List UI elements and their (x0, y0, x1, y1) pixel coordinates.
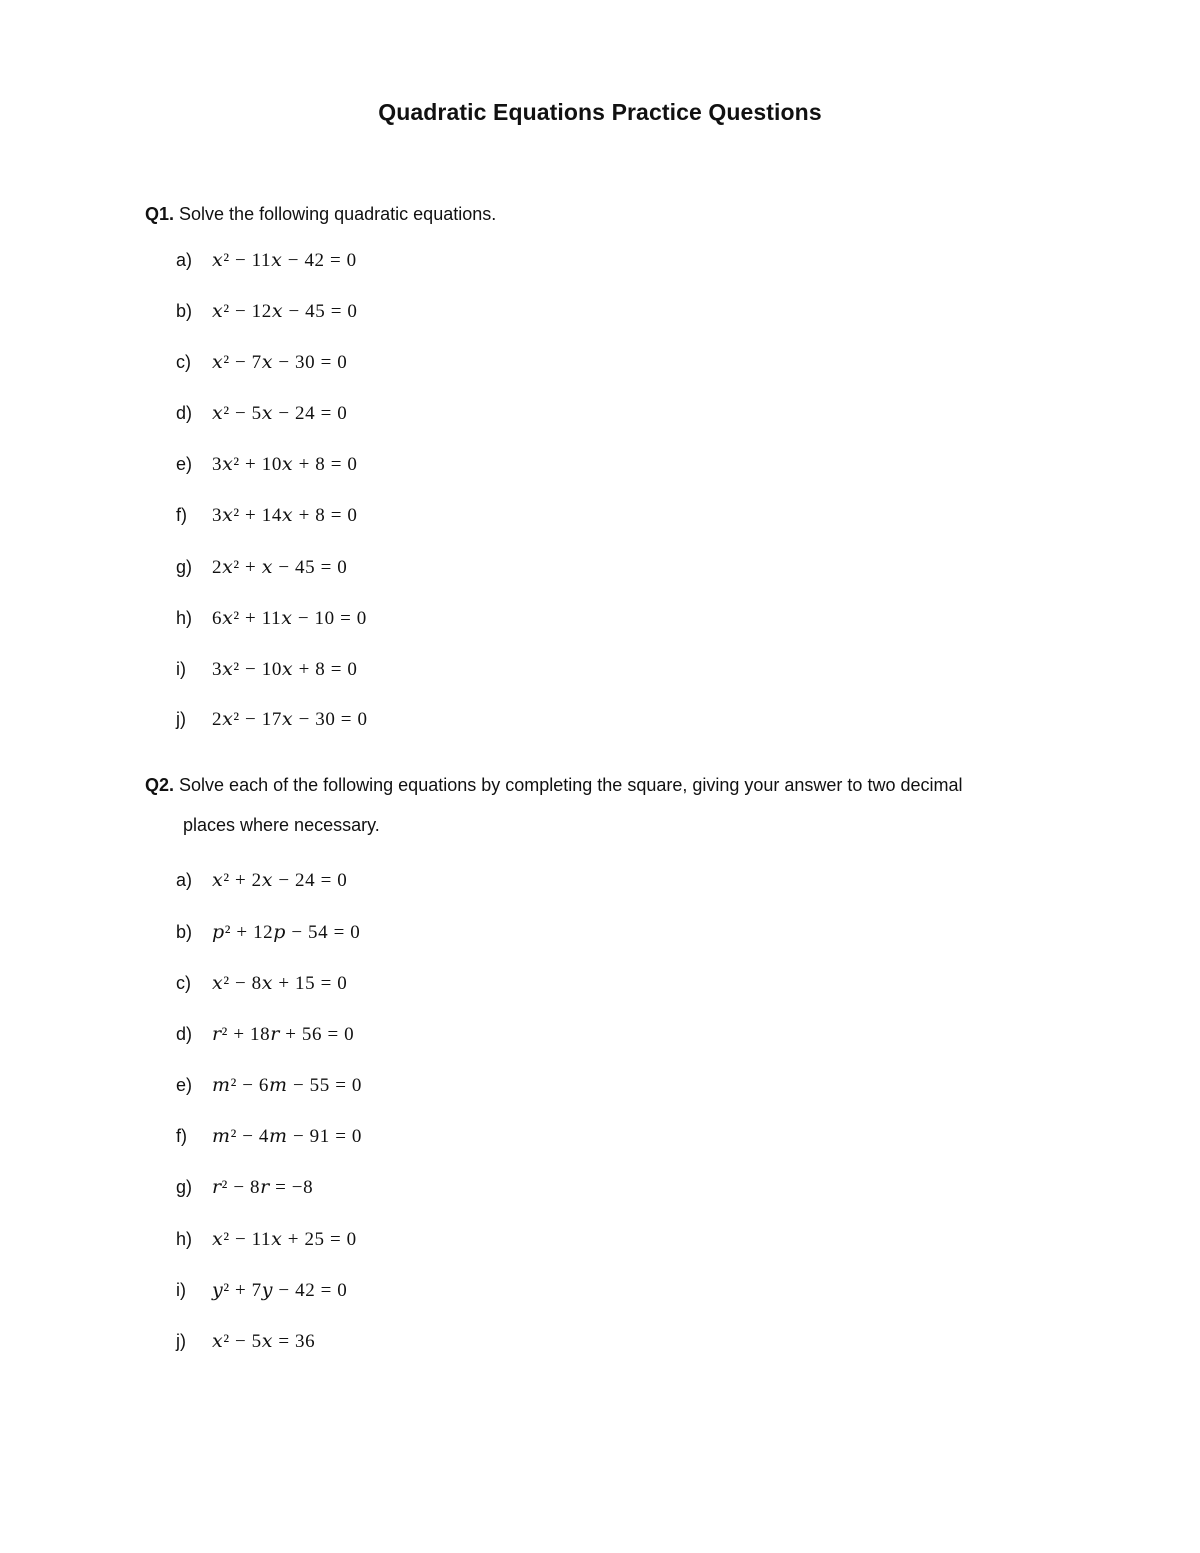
equation: 𝑥² − 11𝑥 − 42 = 0 (212, 250, 357, 271)
question-2-prompt: Solve each of the following equations by completing the square, giving your answer to two decimal (179, 775, 963, 795)
list-item (176, 504, 357, 528)
page-title: Quadratic Equations Practice Questions (378, 99, 822, 125)
equation: 2𝑥² + 𝑥 − 45 = 0 (212, 557, 348, 578)
list-item (176, 972, 347, 996)
list-item (176, 607, 367, 631)
equation: 𝑚² − 6𝑚 − 55 = 0 (212, 1075, 362, 1096)
question-2-number: Q2. (145, 775, 175, 795)
item-label: g) (176, 1177, 193, 1197)
question-1-prompt: Solve the following quadratic equations. (179, 204, 497, 224)
equation: 𝑥² − 8𝑥 + 15 = 0 (212, 973, 348, 994)
list-item (176, 453, 357, 477)
item-label: j) (176, 709, 186, 729)
item-label: b) (176, 922, 193, 942)
question-2-heading (145, 776, 962, 794)
equation: 𝑥² − 12𝑥 − 45 = 0 (212, 301, 358, 322)
item-label: h) (176, 1229, 193, 1249)
list-item (176, 402, 347, 426)
item-label: h) (176, 608, 193, 628)
item-label: c) (176, 352, 191, 372)
list-item (176, 1125, 362, 1149)
list-item (176, 1228, 357, 1252)
equation: 𝑦² + 7𝑦 − 42 = 0 (212, 1280, 348, 1301)
list-item (176, 1074, 362, 1098)
question-1-number: Q1. (145, 204, 175, 224)
item-label: d) (176, 1024, 193, 1044)
item-label: g) (176, 557, 193, 577)
list-item (176, 658, 357, 682)
equation: 3𝑥² + 10𝑥 + 8 = 0 (212, 454, 358, 475)
list-item (176, 1176, 313, 1200)
equation: 𝑥² − 11𝑥 + 25 = 0 (212, 1229, 357, 1250)
list-item (176, 869, 347, 893)
equation: 𝑥² − 7𝑥 − 30 = 0 (212, 352, 348, 373)
question-1-heading (145, 205, 496, 223)
list-item (176, 708, 368, 732)
list-item (176, 1330, 315, 1354)
item-label: a) (176, 870, 193, 890)
item-label: i) (176, 1280, 186, 1300)
equation: 6𝑥² + 11𝑥 − 10 = 0 (212, 608, 367, 629)
list-item (176, 300, 357, 324)
list-item (176, 351, 347, 375)
item-label: f) (176, 505, 187, 525)
list-item (176, 1279, 347, 1303)
question-2-prompt-continued: places where necessary. (183, 815, 380, 835)
list-item (176, 556, 347, 580)
list-item (176, 1023, 354, 1047)
equation: 3𝑥² − 10𝑥 + 8 = 0 (212, 659, 358, 680)
list-item (176, 921, 360, 945)
item-label: e) (176, 1075, 193, 1095)
equation: 𝑥² − 5𝑥 − 24 = 0 (212, 403, 348, 424)
equation: 2𝑥² − 17𝑥 − 30 = 0 (212, 709, 368, 730)
equation: 3𝑥² + 14𝑥 + 8 = 0 (212, 505, 358, 526)
equation: 𝑚² − 4𝑚 − 91 = 0 (212, 1126, 362, 1147)
item-label: d) (176, 403, 193, 423)
item-label: i) (176, 659, 186, 679)
item-label: c) (176, 973, 191, 993)
item-label: j) (176, 1331, 186, 1351)
item-label: a) (176, 250, 193, 270)
item-label: f) (176, 1126, 187, 1146)
list-item (176, 249, 357, 273)
equation: 𝑟² − 8𝑟 = −8 (212, 1177, 314, 1198)
item-label: b) (176, 301, 193, 321)
item-label: e) (176, 454, 193, 474)
equation: 𝑝² + 12𝑝 − 54 = 0 (212, 922, 361, 943)
equation: 𝑟² + 18𝑟 + 56 = 0 (212, 1024, 355, 1045)
equation: 𝑥² + 2𝑥 − 24 = 0 (212, 870, 348, 891)
equation: 𝑥² − 5𝑥 = 36 (212, 1331, 316, 1352)
